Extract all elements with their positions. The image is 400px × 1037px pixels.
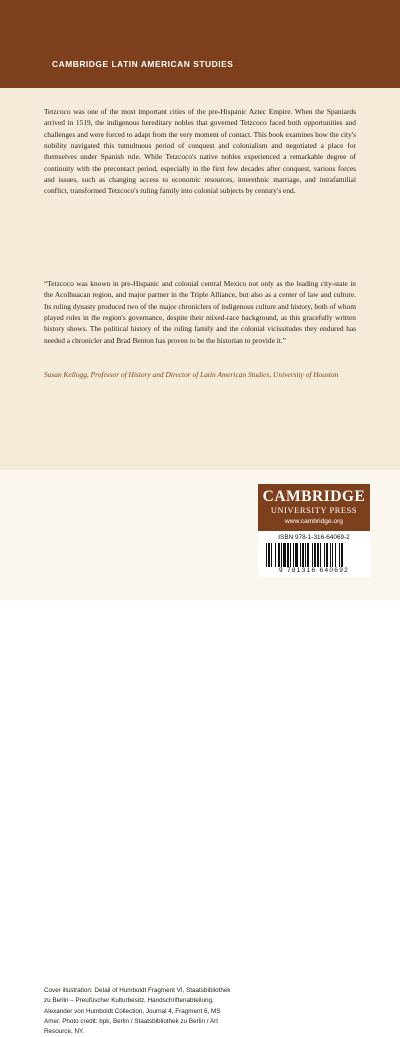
barcode-digits: 9 781316 640692 [278, 567, 350, 574]
endorsement-quote: “Tetzcoco was known in pre-Hispanic and colonial central Mexico not only as the leading city-state in the Acolhuacan region, and major partner in the Triple Alliance, but also as a center of law and culture. Its ruling dynasty produced two of the major chroniclers of indigenous culture and history, both of whom played roles in the region's governance, despite their mixed-race background, as this gracefully written history shows. The political history of the ruling family and the colonial vicissitudes they endured has needed a chronicler and Brad Benton has proven to be the historian to provide it.” [44, 279, 356, 345]
publisher-logo [258, 484, 370, 531]
barcode-icon [266, 543, 362, 567]
publisher-name: CAMBRIDGE [262, 488, 366, 505]
barcode-panel [258, 531, 370, 577]
isbn-label: ISBN 978-1-316-64069-2 [278, 534, 350, 541]
cover-illustration-credit: Cover illustration: Detail of Humboldt Fragment VI, Staatsbibliothek zu Berlin – Preußischer Kulturbesitz, Handschriftenabteilung, Alexander von Humboldt Collection, Journal 4, Fragment 6, MS Amer. Photo credit: bpk, Berlin / Staatsbibliothek zu Berlin / Art Resource, NY. [44, 987, 231, 1036]
series-title: CAMBRIDGE LATIN AMERICAN STUDIES [52, 59, 234, 69]
series-header-band [0, 0, 400, 88]
publisher-subname: UNIVERSITY PRESS [270, 506, 358, 515]
book-description: Tetzcoco was one of the most important cities of the pre-Hispanic Aztec Empire. When the Spaniards arrived in 1519, the indigenous hereditary nobles that governed Tetzcoco faced both opportunities and challenges and were forced to adapt from the very moment of contact. This book examines how the city's nobility navigated this tumultuous period of conquest and colonialism and negotiated a place for themselves under Spanish rule. While Tetzcoco's native nobles experienced a remarkable degree of continuity with the precontact period, especially in the first few decades after conquest, various forces and issues, such as changing access to economic resources, interethnic marriage, and intrafamilial conflict, transformed Tetzcoco's ruling family into colonial subjects by century's end. [44, 107, 356, 196]
endorsement-attribution: Susan Kellogg, Professor of History and Director of Latin American Studies, University of Houston [44, 370, 339, 379]
publisher-url: www.cambridge.org [285, 518, 343, 525]
